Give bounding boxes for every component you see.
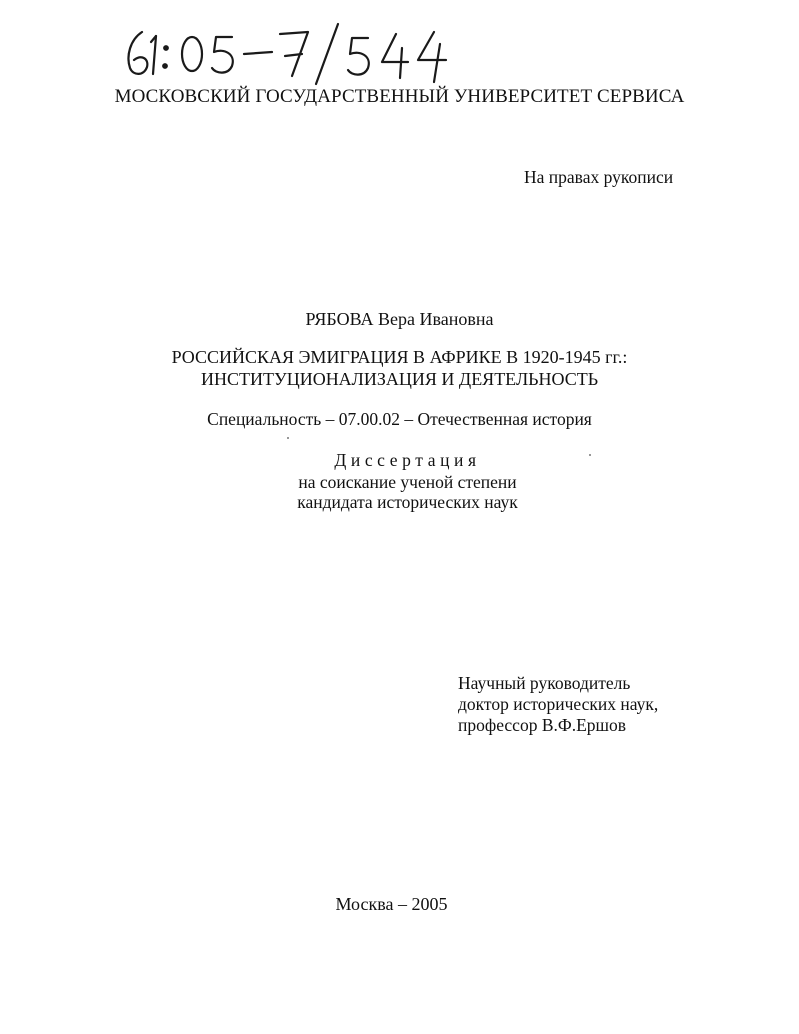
city-year: Москва – 2005 <box>335 894 448 914</box>
title-line-2: ИНСТИТУЦИОНАЛИЗАЦИЯ И ДЕЯТЕЛЬНОСТЬ <box>200 369 599 389</box>
handwritten-catalog-number <box>120 18 460 88</box>
supervisor-line-1: Научный руководитель <box>458 673 631 693</box>
rights-note: На правах рукописи <box>524 167 674 187</box>
supervisor-block <box>458 673 658 736</box>
dissertation-label: Диссертация <box>334 450 481 470</box>
scan-speck <box>287 437 289 439</box>
degree-info <box>0 472 799 512</box>
university-name: МОСКОВСКИЙ ГОСУДАРСТВЕННЫЙ УНИВЕРСИТЕТ СЕРВИСА <box>114 86 685 107</box>
degree-line-2: кандидата исторических наук <box>297 492 518 512</box>
specialty-line: Специальность – 07.00.02 – Отечественная история <box>207 409 592 429</box>
author-name: РЯБОВА Вера Ивановна <box>305 309 494 329</box>
supervisor-line-3: профессор В.Ф.Ершов <box>458 715 626 735</box>
scan-speck <box>589 454 591 456</box>
supervisor-line-2: доктор исторических наук, <box>458 694 659 714</box>
handwritten-number-drawing <box>120 18 460 88</box>
degree-line-1: на соискание ученой степени <box>298 472 517 492</box>
dissertation-title <box>0 346 799 390</box>
title-line-1: РОССИЙСКАЯ ЭМИГРАЦИЯ В АФРИКЕ В 1920-1945 гг.: <box>171 347 628 367</box>
